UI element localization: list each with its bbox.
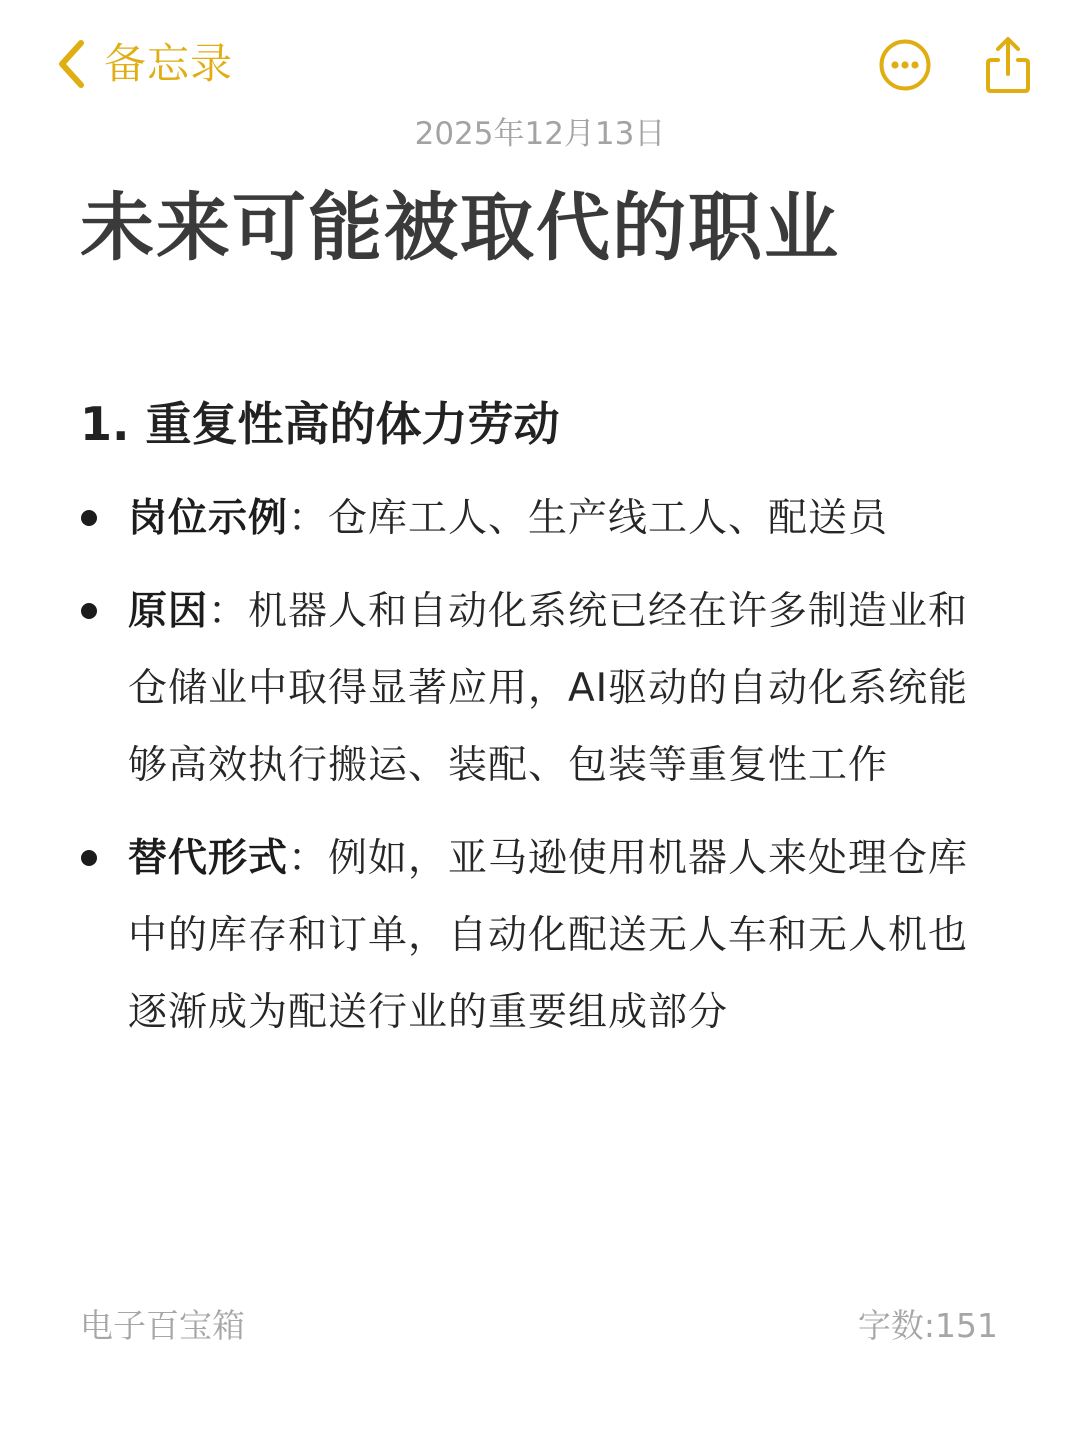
bullet-label: 替代形式 [128,836,289,881]
share-button[interactable] [982,34,1034,96]
bullet-list [0,480,1080,1067]
bullet-dot [81,510,97,526]
navigation-bar [0,0,1080,130]
section-heading[interactable]: 1. 重复性高的体力劳动 [80,397,560,451]
note-date: 2025年12月13日 [414,116,666,152]
ellipsis-circle-icon [878,38,932,92]
more-button[interactable] [878,38,932,92]
bullet-text: 例如，亚马逊使用机器人来处理仓库中的库存和订单，自动化配送无人车和无人机也逐渐成为配送行业的重要组成部分 [128,836,969,1035]
bullet-separator: ： [288,496,329,541]
back-label: 备忘录 [104,39,234,88]
bullet-item-replacement-form[interactable] [0,820,1080,1051]
note-title[interactable]: 未来可能被取代的职业 [80,185,840,271]
bullet-separator: ： [288,836,329,881]
bullet-text: 机器人和自动化系统已经在许多制造业和仓储业中取得显著应用，AI驱动的自动化系统能够高效执行搬运、装配、包装等重复性工作 [128,589,969,788]
bullet-separator: ： [208,589,249,634]
bullet-label: 岗位示例 [128,496,289,541]
footer-source: 电子百宝箱 [80,1306,245,1345]
bullet-text: 仓库工人、生产线工人、配送员 [328,496,889,541]
share-icon [982,34,1034,96]
bullet-dot [81,603,97,619]
bullet-item-job-examples[interactable] [0,480,1080,557]
bullet-label: 原因 [128,589,209,634]
bullet-item-reason[interactable] [0,573,1080,804]
word-count: 字数:151 [857,1306,998,1345]
chevron-left-icon [56,39,86,89]
bullet-dot [81,850,97,866]
back-button[interactable] [56,36,233,92]
